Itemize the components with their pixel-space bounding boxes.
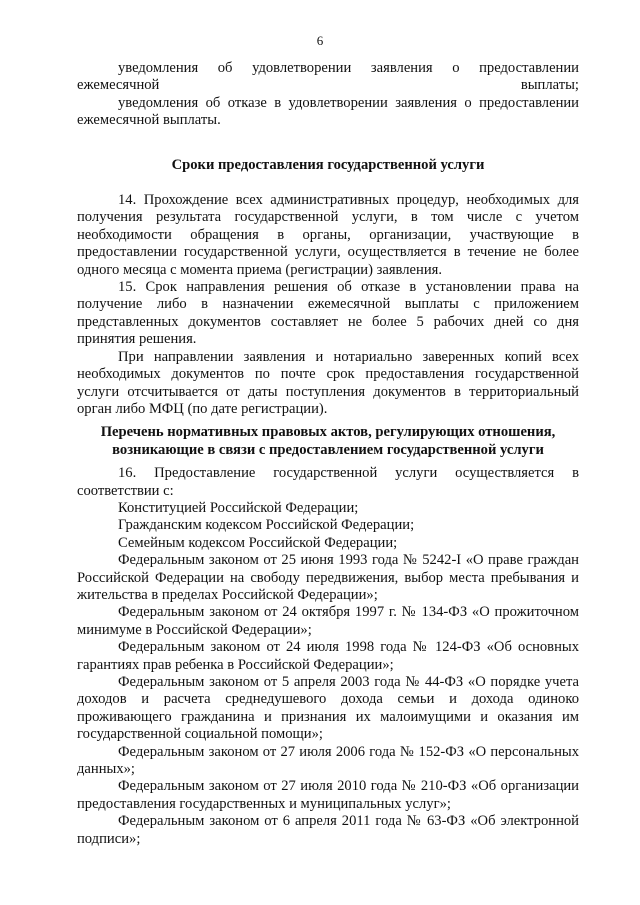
- section-heading-legal-acts-line-2: возникающие в связи с предоставлением государственной услуги: [112, 441, 544, 458]
- list-item: Конституцией Российской Федерации;: [118, 499, 359, 516]
- list-item: Федеральным законом от 6 апреля 2011 года № 63-ФЗ «Об электронной подписи»;: [77, 813, 579, 847]
- list-item: Гражданским кодексом Российской Федерации;: [118, 517, 415, 534]
- section-heading-legal-acts: [77, 424, 579, 459]
- list-item: Федеральным законом от 24 июля 1998 года № 124-ФЗ «Об основных гарантиях прав ребенка в Российской Федерации»;: [77, 639, 579, 673]
- section-heading-terms: Сроки предоставления государственной услуги: [171, 156, 485, 173]
- intro-paragraph-2: уведомления об отказе в удовлетворении заявления о предоставлении ежемесячной выплаты.: [77, 94, 579, 129]
- list-item: Федеральным законом от 27 июля 2006 года № 152-ФЗ «О персональных данных»;: [77, 743, 579, 778]
- list-item: Федеральным законом от 27 июля 2010 года № 210-ФЗ «Об организации предоставления государственных и муниципальных услуг»;: [77, 778, 579, 812]
- list-item: Федеральным законом от 25 июня 1993 года № 5242-I «О праве граждан Российской Федерации на свободу передвижения, выбор места пребывания и жительства в пределах Российской Федерации»;: [77, 552, 579, 603]
- paragraph-15: 15. Срок направления решения об отказе в установлении права на получение либо в назначении ежемесячной выплаты с приложением представленных документов составляет не более 5 рабочих дней со дня принятия решения.: [77, 279, 579, 348]
- list-item: Федеральным законом от 24 октября 1997 г. № 134-ФЗ «О прожиточном минимуме в Российской Федерации»;: [77, 604, 579, 638]
- list-item: Семейным кодексом Российской Федерации;: [118, 534, 398, 551]
- paragraph-14: 14. Прохождение всех административных процедур, необходимых для получения результата государственной услуги, в том числе с учетом необходимости обращения в органы, организации, участвующие в предоставлении государственной услуги, осуществляется в течение не более одного месяца с момента приема (регистрации) заявления.: [77, 192, 579, 278]
- paragraph-16: 16. Предоставление государственной услуги осуществляется в соответствии с:: [77, 465, 579, 499]
- section-heading-legal-acts-line-1: Перечень нормативных правовых актов, регулирующих отношения,: [100, 424, 556, 441]
- intro-paragraph-1: уведомления об удовлетворении заявления о предоставлении ежемесячной выплаты;: [77, 60, 579, 94]
- document-body: [77, 60, 579, 848]
- page-number: 6: [316, 33, 324, 48]
- paragraph-postal: При направлении заявления и нотариально заверенных копий всех необходимых документов по почте срок предоставления государственной услуги отсчитывается от даты поступления документов в территориальный орган либо МФЦ (по дате регистрации).: [77, 348, 579, 417]
- list-item: Федеральным законом от 5 апреля 2003 года № 44-ФЗ «О порядке учета доходов и расчета среднедушевого дохода семьи и дохода одиноко проживающего гражданина и признания их малоимущими и оказания им государственной социальной помощи»;: [77, 674, 579, 743]
